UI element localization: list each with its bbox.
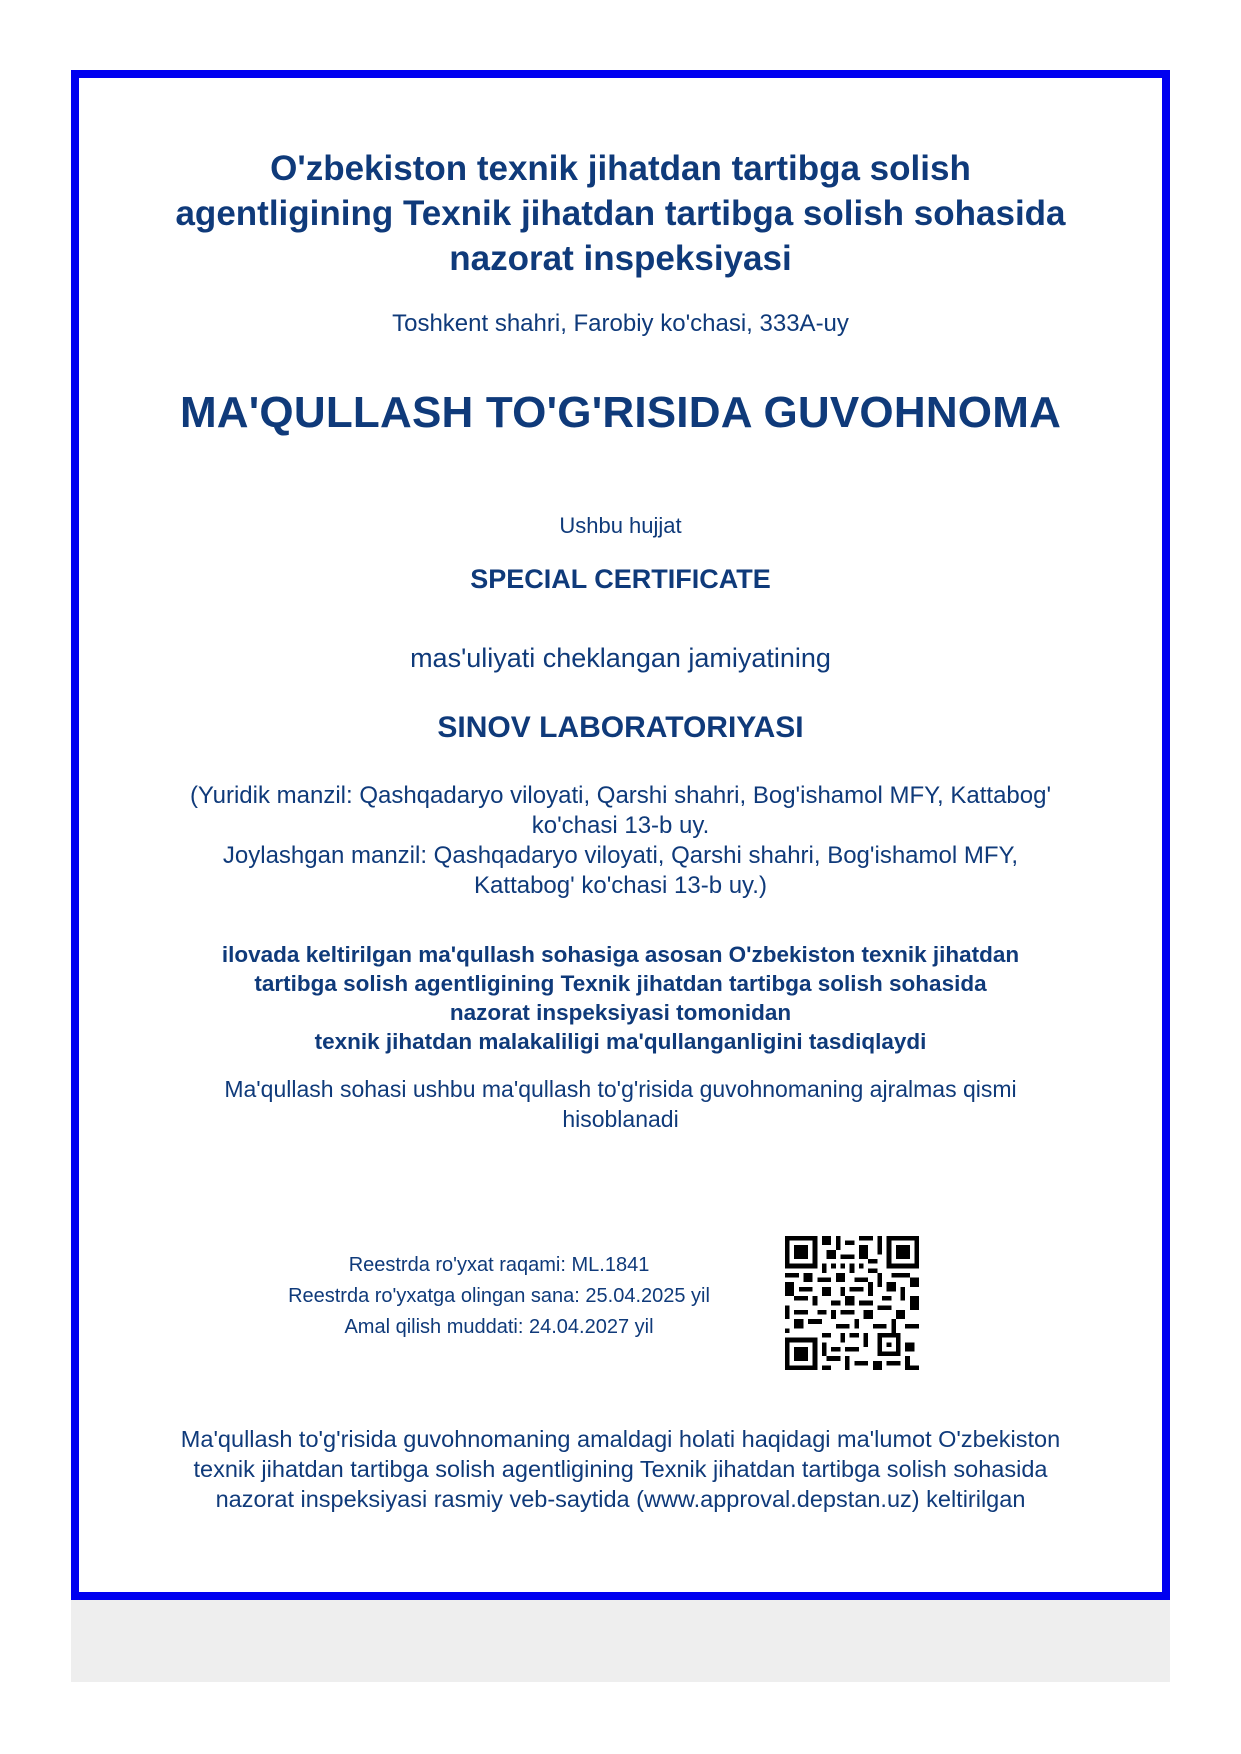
page-bottom-band [71, 1600, 1170, 1682]
scope-note-line: Ma'qullash sohasi ushbu ma'qullash to'g'risida guvohnomaning ajralmas qismi [224, 1076, 1017, 1102]
registry-date: Reestrda ro'yxatga olingan sana: 25.04.2025 yil [288, 1285, 710, 1307]
confirmation-line: texnik jihatdan malakaliligi ma'qullanganligini tasdiqlaydi [314, 1029, 927, 1054]
legal-address-line2: ko'chasi 13-b uy. [531, 812, 710, 839]
issuer-address: Toshkent shahri, Farobiy ko'chasi, 333A-uy [392, 310, 849, 337]
registry-info [279, 1250, 719, 1343]
entity-addresses [79, 781, 1162, 901]
actual-address-line2: Kattabog' ko'chasi 13-b uy.) [474, 872, 767, 899]
validity-date: Amal qilish muddati: 24.04.2027 yil [344, 1316, 654, 1338]
footer-note [79, 1424, 1162, 1514]
scope-note-line: hisoblanadi [562, 1106, 679, 1132]
scope-note [79, 1074, 1162, 1134]
entity-type: mas'uliyati cheklangan jamiyatining [410, 643, 831, 673]
qr-code [785, 1236, 919, 1370]
issuer-heading: O'zbekiston texnik jihatdan tartibga solish agentligining Texnik jihatdan tartibga solish sohasida nazorat inspeksiyasi [175, 149, 1066, 278]
entity-name: SINOV LABORATORIYASI [437, 711, 804, 744]
legal-address-line1: (Yuridik manzil: Qashqadaryo viloyati, Qarshi shahri, Bog'ishamol MFY, Kattabog' [189, 782, 1052, 809]
confirmation-line: nazorat inspeksiyasi tomonidan [449, 1000, 792, 1025]
confirmation-line: tartibga solish agentligining Texnik jihatdan tartibga solish sohasida [254, 971, 987, 996]
confirmation-text [79, 940, 1162, 1056]
footer-line: texnik jihatdan tartibga solish agentligining Texnik jihatdan tartibga solish sohasida [193, 1456, 1048, 1482]
footer-line: Ma'qullash to'g'risida guvohnomaning amaldagi holati haqidagi ma'lumot O'zbekiston [180, 1426, 1061, 1452]
footer-line: nazorat inspeksiyasi rasmiy veb-saytida (www.approval.depstan.uz) keltirilgan [215, 1486, 1026, 1512]
intro-text: Ushbu hujjat [559, 513, 682, 538]
actual-address-line1: Joylashgan manzil: Qashqadaryo viloyati, Qarshi shahri, Bog'ishamol MFY, [222, 842, 1019, 869]
certificate-page [71, 70, 1170, 1600]
registry-number: Reestrda ro'yxat raqami: ML.1841 [348, 1254, 650, 1276]
confirmation-line: ilovada keltirilgan ma'qullash sohasiga asosan O'zbekiston texnik jihatdan [221, 942, 1020, 967]
document-title: MA'QULLASH TO'G'RISIDA GUVOHNOMA [179, 388, 1062, 437]
certificate-type: SPECIAL CERTIFICATE [470, 564, 771, 594]
